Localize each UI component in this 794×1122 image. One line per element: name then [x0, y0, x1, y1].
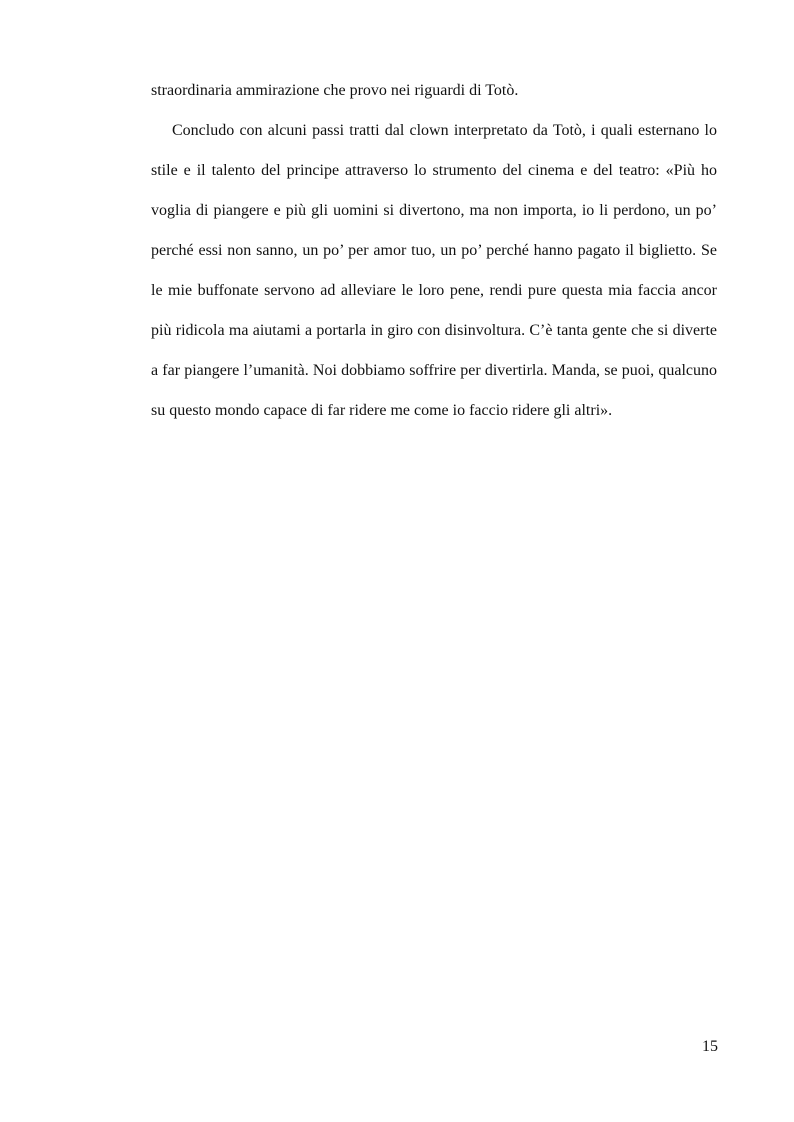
paragraph-continuation: straordinaria ammirazione che provo nei riguardi di Totò.: [151, 82, 519, 99]
body-text: [151, 71, 717, 431]
paragraph-quote: Concludo con alcuni passi tratti dal clown interpretato da Totò, i quali esternano lo stile e il talento del principe attraverso lo strumento del cinema e del teatro: «Più ho voglia di piangere e più gli uomini si divertono, ma non importa, io li perdono, un po’ perché essi non sanno, un po’ per amor tuo, un po’ perché hanno pagato il biglietto. Se le mie buffonate servono ad alleviare le loro pene, rendi pure questa mia faccia ancor più ridicola ma aiutami a portarla in giro con disinvoltura. C’è tanta gente che si diverte a far piangere l’umanità. Noi dobbiamo soffrire per divertirla. Manda, se puoi, qualcuno su questo mondo capace di far ridere me come io faccio ridere gli altri».: [151, 122, 717, 419]
page-number: 15: [702, 1038, 718, 1055]
